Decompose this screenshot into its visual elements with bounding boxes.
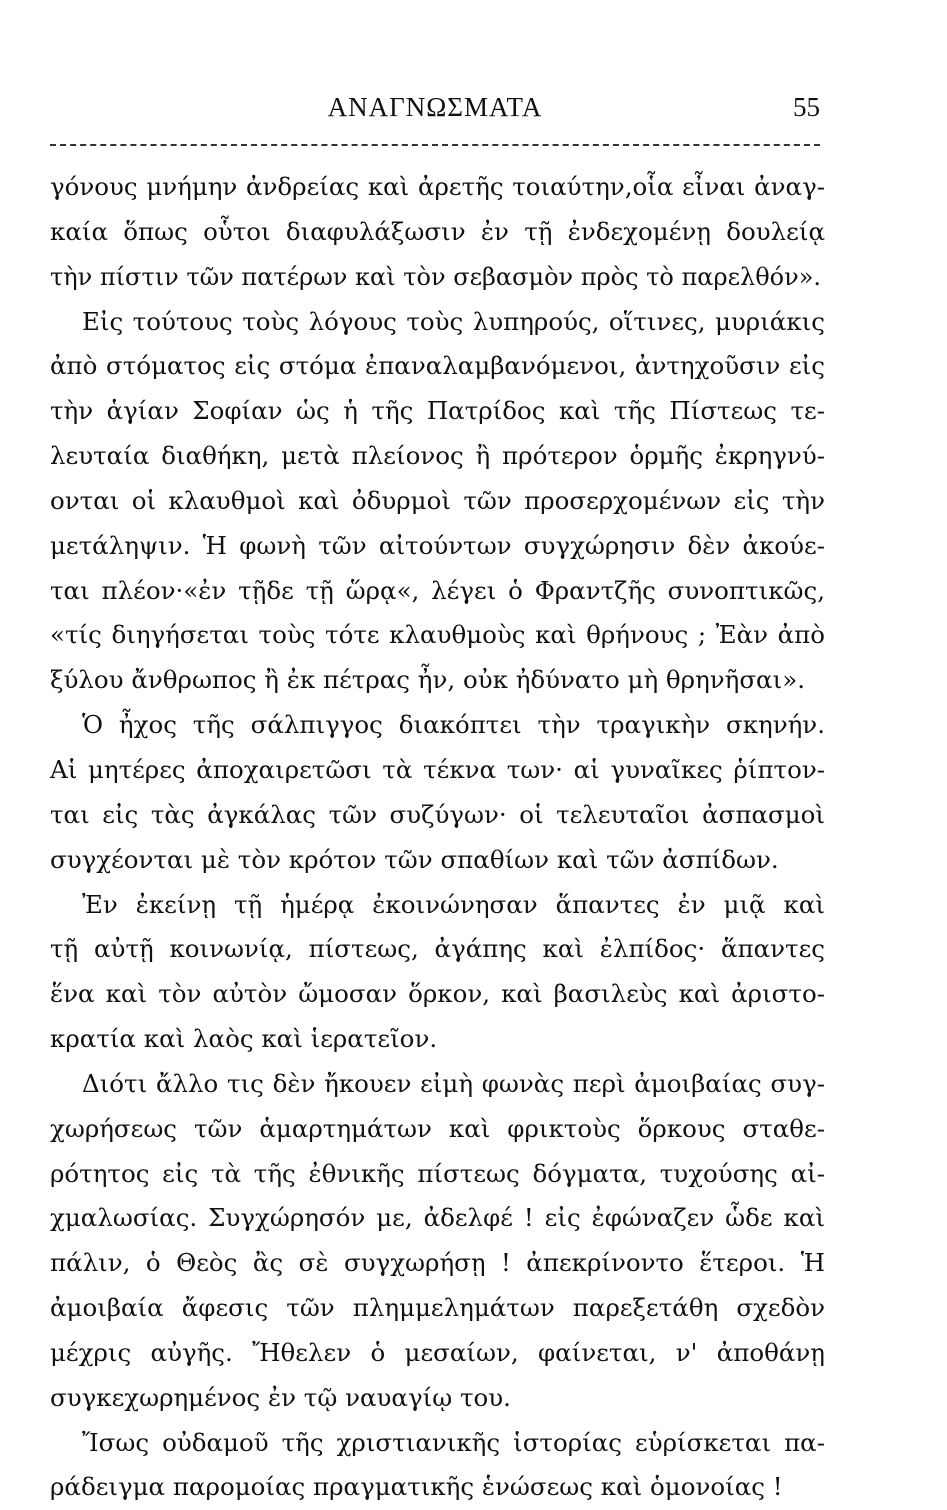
text-line: λευταία διαθήκη, μετὰ πλείονος ἢ πρότερον ὁρμῆς ἐκρηγνύ-	[50, 441, 825, 471]
text-line: «τίς διηγήσεται τοὺς τότε κλαυθμοὺς καὶ θρήνους ; Ἐὰν ἀπὸ	[50, 620, 825, 650]
text-line: Ὁ ἦχος τῆς σάλπιγγος διακόπτει τὴν τραγικὴν σκηνήν.	[82, 710, 825, 740]
running-title: ΑΝΑΓΝΩΣΜΑΤΑ	[327, 92, 543, 122]
text-line: τῇ αὐτῇ κοινωνίᾳ, πίστεως, ἀγάπης καὶ ἐλπίδος· ἅπαντες	[50, 934, 825, 964]
page-number: 55	[793, 92, 820, 122]
text-line: μετάληψιν. Ἡ φωνὴ τῶν αἰτούντων συγχώρησιν δὲν ἀκούε-	[50, 530, 825, 560]
text-line: χμαλωσίας. Συγχώρησόν με, ἀδελφέ ! εἰς ἐφώναζεν ὧδε καὶ	[50, 1203, 825, 1233]
text-line: ται εἰς τὰς ἀγκάλας τῶν συζύγων· οἱ τελευταῖοι ἀσπασμοὶ	[50, 799, 825, 829]
body-text	[50, 165, 825, 1510]
text-line: χωρήσεως τῶν ἁμαρτημάτων καὶ φρικτοὺς ὅρκους σταθε-	[50, 1113, 825, 1143]
text-line: συγκεχωρημένος ἐν τῷ ναυαγίῳ του.	[50, 1382, 511, 1412]
text-line: πάλιν, ὁ Θεὸς ἂς σὲ συγχωρήσῃ ! ἀπεκρίνοντο ἕτεροι. Ἡ	[50, 1248, 825, 1278]
page-header	[50, 92, 820, 132]
text-line: ξύλου ἄνθρωπος ἢ ἐκ πέτρας ἦν, οὐκ ἠδύνατο μὴ θρηνῆσαι».	[50, 665, 805, 695]
text-line: ἀμοιβαία ἄφεσις τῶν πλημμελημάτων παρεξετάθη σχεδὸν	[50, 1293, 825, 1323]
text-line: κρατία καὶ λαὸς καὶ ἱερατεῖον.	[50, 1024, 438, 1054]
text-line: μέχρις αὐγῆς. Ἤθελεν ὁ μεσαίων, φαίνεται, ν' ἀποθάνῃ	[50, 1337, 825, 1367]
header-rule	[50, 144, 820, 146]
text-line: καία ὅπως οὗτοι διαφυλάξωσιν ἐν τῇ ἐνδεχομένῃ δουλείᾳ	[50, 216, 825, 246]
text-line: ράδειγμα παρομοίας πραγματικῆς ἑνώσεως καὶ ὁμονοίας !	[50, 1472, 783, 1502]
text-line: Ἐν ἐκείνῃ τῇ ἡμέρᾳ ἐκοινώνησαν ἅπαντες ἐν μιᾷ καὶ	[82, 889, 825, 919]
text-line: συγχέονται μὲ τὸν κρότον τῶν σπαθίων καὶ τῶν ἀσπίδων.	[50, 844, 779, 874]
text-line: Εἰς τούτους τοὺς λόγους τοὺς λυπηρούς, οἵτινες, μυριάκις	[82, 306, 825, 336]
text-line: ονται οἱ κλαυθμοὶ καὶ ὀδυρμοὶ τῶν προσερχομένων εἰς τὴν	[50, 485, 825, 515]
text-line: ται πλέον·«ἐν τῇδε τῇ ὥρᾳ«, λέγει ὁ Φραντζῆς συνοπτικῶς,	[50, 575, 825, 605]
text-line: τὴν ἁγίαν Σοφίαν ὡς ἡ τῆς Πατρίδος καὶ τῆς Πίστεως τε-	[50, 396, 825, 426]
text-line: ἕνα καὶ τὸν αὐτὸν ὤμοσαν ὅρκον, καὶ βασιλεὺς καὶ ἀριστο-	[50, 979, 825, 1009]
text-line: τὴν πίστιν τῶν πατέρων καὶ τὸν σεβασμὸν πρὸς τὸ παρελθόν».	[50, 262, 822, 291]
text-line: Διότι ἄλλο τις δὲν ἤκουεν εἰμὴ φωνὰς περὶ ἀμοιβαίας συγ-	[82, 1068, 825, 1098]
text-line: ἀπὸ στόματος εἰς στόμα ἐπαναλαμβανόμενοι, ἀντηχοῦσιν εἰς	[50, 351, 825, 381]
text-line: ρότητος εἰς τὰ τῆς ἐθνικῆς πίστεως δόγματα, τυχούσης αἰ-	[50, 1158, 825, 1188]
text-line: Ἴσως οὐδαμοῦ τῆς χριστιανικῆς ἱστορίας εὑρίσκεται πα-	[82, 1427, 825, 1457]
text-line: Αἱ μητέρες ἀποχαιρετῶσι τὰ τέκνα των· αἱ γυναῖκες ῥίπτον-	[50, 754, 825, 784]
text-line: γόνους μνήμην ἀνδρείας καὶ ἀρετῆς τοιαύτην,οἷα εἶναι ἀναγ-	[50, 172, 825, 201]
